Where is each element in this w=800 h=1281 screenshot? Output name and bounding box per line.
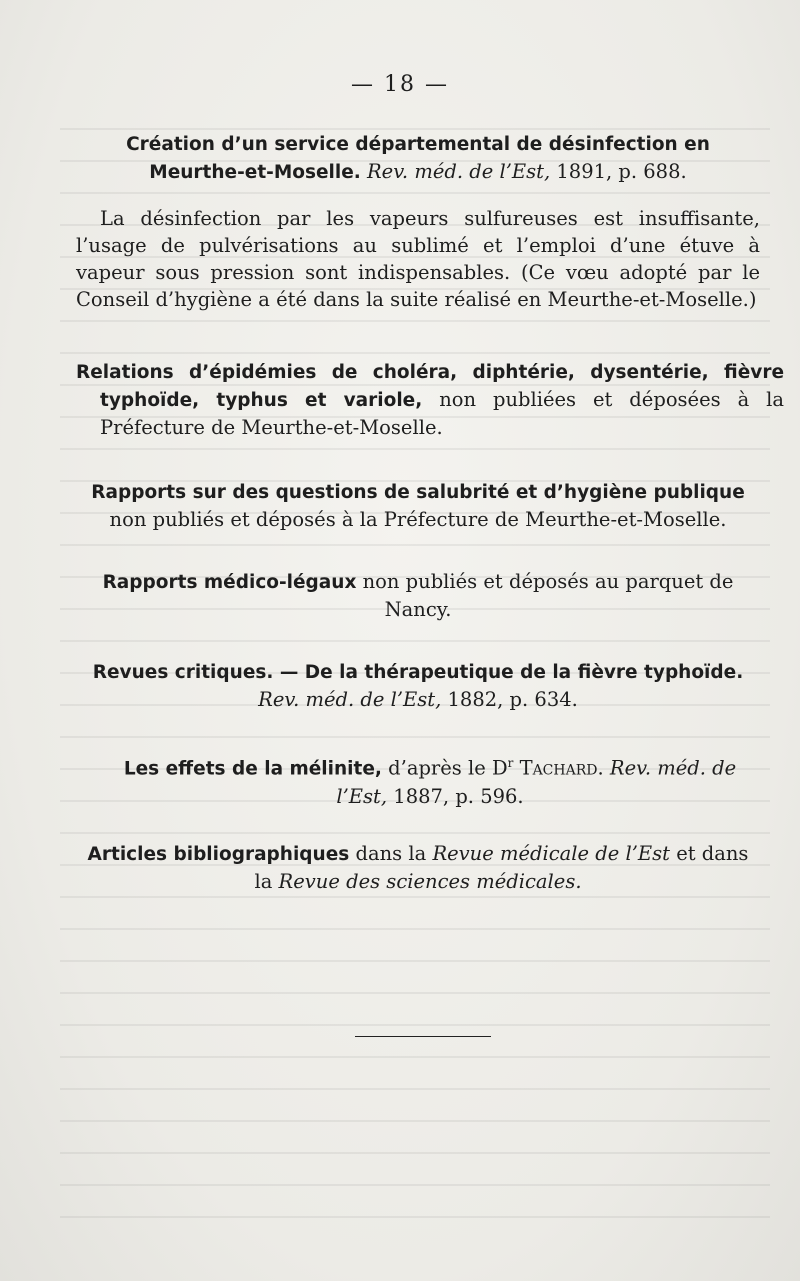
- author-name: Tachard.: [519, 756, 604, 780]
- entry-text: non publiées et déposées à la Préfecture de Meurthe-et-Moselle.: [100, 388, 785, 439]
- entry-title: Articles bibliographiques: [87, 844, 350, 865]
- entry-revues-critiques: [76, 658, 760, 713]
- entry-effets-melinite: [100, 750, 760, 810]
- entry-rapports-salubrite: [76, 478, 760, 533]
- journal-name: Rev. méd. de l’Est,: [258, 688, 442, 711]
- entry-relations-epidemies: [76, 358, 784, 441]
- entry-title: Revues critiques. — De la thérapeutique de la fièvre typhoïde.: [92, 662, 744, 683]
- entry-articles-bibliographiques: [76, 840, 760, 895]
- citation: 1891, p. 688.: [556, 160, 687, 183]
- entry-title: Relations d’épidémies de choléra, diphtérie, dysentérie, fièvre typhoïde, typhus et variole,: [76, 362, 784, 411]
- entry-paragraph: [76, 205, 760, 313]
- entry-rapports-medico-legaux: [76, 568, 760, 623]
- entry-text: et dans la: [254, 842, 749, 893]
- entry-title: Création d’un service départemental de désinfection en Meurthe-et-Moselle.: [126, 134, 710, 183]
- page-number: — 18 —: [351, 72, 449, 97]
- entry-title: Les effets de la mélinite,: [123, 758, 382, 780]
- superscript: r: [507, 756, 514, 770]
- journal-name: Rev. méd. de l’Est,: [367, 160, 551, 183]
- entry-text: non publiés et déposés au parquet de Nancy.: [362, 570, 734, 621]
- end-rule: [355, 1036, 491, 1037]
- entry-creation-service: [76, 130, 760, 186]
- body-paragraph: La désinfection par les vapeurs sulfureuses est insuffisante, l’usage de pulvérisations au sublimé et l’emploi d’une étuve à vapeur sous pression sont indispensables. (Ce vœu adopté par le Conseil d’hygiène a été dans la suite réalisé en Meurthe-et-Moselle.): [76, 207, 760, 311]
- journal-name: Revue des sciences médicales.: [278, 870, 582, 893]
- journal-name: Rev. méd. de l’Est,: [336, 756, 737, 808]
- citation: 1882, p. 634.: [447, 688, 578, 711]
- entry-text: dans la: [355, 842, 427, 865]
- entry-text: non publiés et déposés à la Préfecture de Meurthe-et-Moselle.: [109, 508, 727, 531]
- journal-name: Revue médicale de l’Est: [432, 842, 670, 865]
- entry-title: Rapports sur des questions de salubrité et d’hygiène publique: [91, 482, 745, 503]
- citation: 1887, p. 596.: [393, 784, 524, 808]
- entry-title: Rapports médico-légaux: [102, 572, 357, 593]
- entry-text: d’après le D: [388, 756, 508, 780]
